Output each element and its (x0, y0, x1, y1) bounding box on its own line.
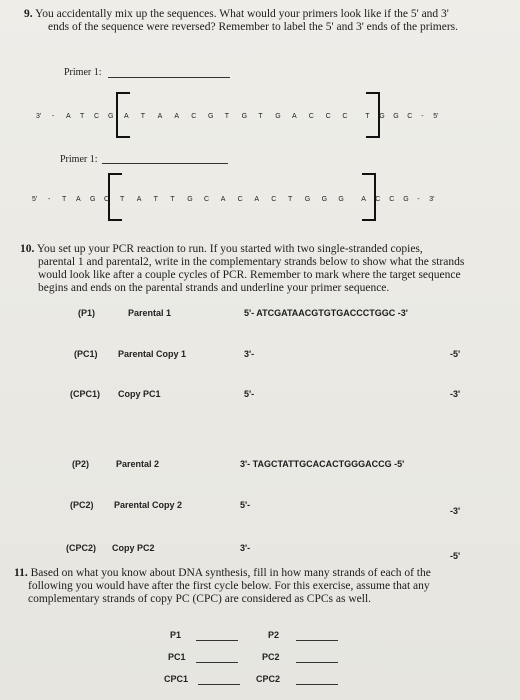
q9-number: 9. (24, 8, 33, 20)
q11-line-1: Based on what you know about DNA synthesis, fill in how many strands of each of the (30, 567, 431, 579)
count-label-cpc1: CPC1 (164, 674, 189, 684)
strand2-right-bracket (362, 173, 376, 221)
row-cpc2-label: Copy PC2 (112, 543, 155, 553)
strand1-base: C (325, 113, 331, 120)
strand1-base: T (258, 113, 263, 120)
strand2-base: C (375, 196, 381, 203)
strand1-base: T (140, 113, 146, 120)
strand1-base: G (108, 113, 114, 120)
primer1-answer-line[interactable] (108, 77, 230, 78)
row-pc1-right-end: -5' (450, 349, 461, 359)
q10-prompt (20, 243, 510, 295)
row-p1-sequence: 5'- ATCGATAACGTGTGACCCTGGC -3' (244, 308, 408, 318)
strand1-base: A (66, 113, 71, 120)
strand1-base: A (157, 113, 163, 120)
strand2-base: G (321, 196, 328, 203)
row-pc2-right-end: -3' (450, 506, 461, 516)
strand2-base: C (389, 196, 395, 203)
count-label-cpc2: CPC2 (256, 674, 281, 684)
count-label-p2: P2 (268, 630, 280, 640)
strand1-base: G (241, 113, 248, 120)
row-p2-label: Parental 2 (116, 459, 160, 469)
strand1-base: C (308, 113, 314, 120)
q11-prompt (14, 567, 510, 606)
strand1-base: C (342, 113, 348, 120)
strand1-base: G (379, 113, 385, 120)
strand1-left-bracket (116, 92, 130, 138)
q11-line-2: following you would have after the first cycle below. For this exercise, assume that any (28, 580, 430, 592)
strand2-sequence (32, 196, 492, 210)
strand2-base: T (62, 196, 67, 203)
strand2-base: G (338, 196, 344, 203)
row-pc1-code: (PC1) (74, 349, 98, 359)
row-pc2-left-end: 5'- (240, 500, 251, 510)
strand2-left-bracket (108, 173, 125, 221)
q9-line-1: You accidentally mix up the sequences. What would your primers look like if the 5' and 3' (35, 8, 449, 20)
primer2-answer-line[interactable] (102, 163, 228, 164)
strand1-base: C (94, 113, 100, 120)
strand2-left-dash: - (48, 196, 51, 203)
count-blank-p2[interactable] (296, 640, 338, 641)
strand2-base: A (361, 196, 366, 203)
strand2-base: T (288, 196, 293, 203)
strand2-base: T (120, 196, 125, 203)
strand2-right-end-label: 3' (429, 196, 435, 203)
q11-number: 11. (14, 567, 28, 579)
strand2-base: C (271, 196, 277, 203)
strand2-base: T (170, 196, 175, 203)
strand1-base: C (407, 113, 413, 120)
count-blank-pc2[interactable] (296, 662, 338, 663)
strand1-base: A (174, 113, 180, 120)
strand1-base: G (208, 113, 214, 120)
strand1-left-dash: - (52, 113, 55, 120)
row-cpc2-code: (CPC2) (66, 543, 97, 553)
strand2-base: A (76, 196, 81, 203)
strand1-right-end-label: 5' (433, 113, 439, 120)
strand2-base: T (153, 196, 158, 203)
strand1-right-dash: - (421, 113, 424, 120)
row-p1-label: Parental 1 (128, 308, 172, 318)
strand1-right-bracket (366, 92, 380, 138)
strand1-base: G (275, 113, 281, 120)
q10-line-4: begins and ends on the parental strands and underline your primer sequence. (38, 282, 390, 294)
row-p1-code: (P1) (78, 308, 96, 318)
q11-line-3: complementary strands of copy PC (CPC) are considered as CPCs as well. (28, 593, 372, 605)
strand1-left-end-label: 3' (36, 113, 42, 120)
strand2-base: C (237, 196, 243, 203)
strand2-base: G (304, 196, 311, 203)
row-pc2-label: Parental Copy 2 (114, 500, 183, 510)
row-cpc2-right-end: -5' (450, 551, 461, 561)
strand2-right-dash: - (417, 196, 420, 203)
q9-prompt (24, 8, 504, 34)
strand1-base: T (224, 113, 230, 120)
strand1-base: A (292, 113, 297, 120)
count-label-p1: P1 (170, 630, 182, 640)
row-p2-sequence: 3'- TAGCTATTGCACACTGGGACCG -5' (240, 459, 405, 469)
row-pc2-code: (PC2) (70, 500, 94, 510)
strand2-base: A (254, 196, 260, 203)
count-blank-pc1[interactable] (196, 662, 238, 663)
count-blank-p1[interactable] (196, 640, 238, 641)
strand1-base: G (393, 113, 399, 120)
row-cpc1-label: Copy PC1 (118, 389, 161, 399)
q9-line-2: ends of the sequence were reversed? Remember to label the 5' and 3' ends of the primers. (48, 21, 459, 33)
q10-line-3: would look like after a couple cycles of PCR. Remember to mark where the target sequence (38, 269, 461, 281)
q10-line-1: You set up your PCR reaction to run. If you started with two single-stranded copies, (36, 243, 423, 255)
strand2-left-end-label: 5' (32, 196, 38, 203)
q10-line-2: parental 1 and parental2, write in the complementary strands below to show what the strands (38, 256, 465, 268)
strand2-base: C (204, 196, 210, 203)
strand2-base: C (104, 196, 110, 203)
row-cpc2-left-end: 3'- (240, 543, 251, 553)
count-label-pc2: PC2 (262, 652, 280, 662)
row-cpc1-right-end: -3' (450, 389, 461, 399)
q10-number: 10. (20, 243, 35, 255)
strand1-base: T (365, 113, 370, 120)
count-blank-cpc2[interactable] (296, 684, 338, 685)
count-blank-cpc1[interactable] (198, 684, 240, 685)
strand1-base: C (191, 113, 197, 120)
row-pc1-label: Parental Copy 1 (118, 349, 187, 359)
primer2-label: Primer 1: (60, 154, 98, 165)
row-p2-code: (P2) (72, 459, 90, 469)
strand1-sequence (36, 113, 496, 127)
strand2-base: G (90, 196, 96, 203)
strand2-base: A (136, 196, 142, 203)
strand1-base: T (80, 113, 85, 120)
count-label-pc1: PC1 (168, 652, 186, 662)
primer1-label: Primer 1: (64, 67, 102, 78)
row-cpc1-code: (CPC1) (70, 389, 101, 399)
strand1-base: A (124, 113, 129, 120)
strand2-base: G (403, 196, 409, 203)
row-pc1-left-end: 3'- (244, 349, 255, 359)
row-cpc1-left-end: 5'- (244, 389, 255, 399)
strand2-base: G (187, 196, 193, 203)
strand2-base: A (220, 196, 226, 203)
